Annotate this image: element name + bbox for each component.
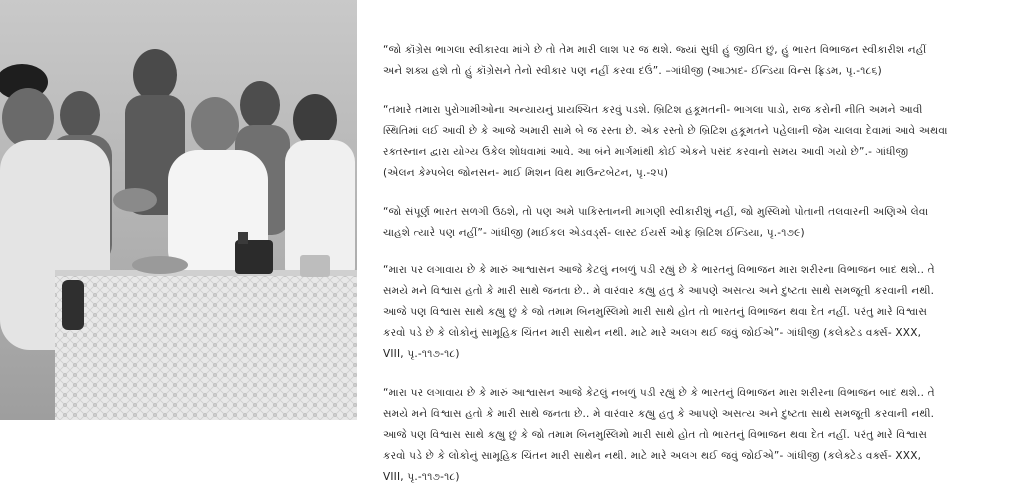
quote-paragraph: “જો કૉંગ્રેસ ભાગલા સ્વીકારવા માંગે છે તો તેમ મારી લાશ પર જ થશે. જ્યાં સુધી હું જીવિત છું, હું ભારત વિભાજન સ્વીકારીશ નહીં અને શક્ય હશે તો હું કૉંગ્રેસને તેનો સ્વીકાર પણ નહીં કરવા દઉં”. –ગાંધીજી (આઝાદ- ઈન્ડિયા વિન્સ ફ્રિડમ, પૃ.-૧૮૬) bbox=[383, 44, 927, 77]
quote-paragraph: “મારા પર લગાવાય છે કે મારું આશ્વાસન આજે કેટલું નબળું પડી રહ્યું છે કે ભારતનું વિભાજન મારા શરીરના વિભાજન બાદ થશે.. તે સમયે મને વિશ્વાસ હતો કે મારી સાથે જનતા છે.. મે વારંવાર કહ્યુ હતુ કે આપણે અસત્ય અને દુષ્ટતા સાથે સમજૂતી કરવાની નથી. આજે પણ વિશ્વાસ સાથે કહ્યુ છું કે જો તમામ બિનમુસ્લિમો મારી સાથે હોત તો ભારતનું વિભાજન થવા દેત નહીં. પરંતુ મારે વિશ્વાસ કરવો પડે છે કે લોકોનું સામૂહિક ચિંતન મારી સાથેન નથી. માટે મારે અલગ થઈ જવું જોઈએ”- ગાંધીજી (કલેક્ટેડ વર્ક્સ- XXX, VIII, પૃ.-૧૧૭-૧૮) bbox=[383, 264, 935, 360]
quote-paragraph: “તમારે તમારા પુરોગામીઓના અન્યાયનું પ્રાયશ્ચિત કરવું પડશે. બ્રિટિશ હકૂમતની- ભાગલા પાડો, રાજ કરોની નીતિ અમને આવી સ્થિતિમાં લઈ આવી છે કે આજે અમારી સામે બે જ રસ્તા છે. એક રસ્તો છે બ્રિટિશ હકૂમતને પહેલાની જેમ ચાલવા દેવામાં આવે અથવા રક્તસ્નાન દ્વારા યોગ્ય ઉકેલ શોધવામાં આવે. આ બંને માર્ગમાંથી કોઈ એકને પસંદ કરવાનો સમય આવી ગયો છે”.- ગાંધીજી (એલન કેમ્પબેલ જોનસન- માઈ મિશન વિથ માઉન્ટબેટન, પૃ.-૨૫) bbox=[383, 104, 948, 179]
quote-paragraph: “મારા પર લગાવાય છે કે મારું આશ્વાસન આજે કેટલું નબળું પડી રહ્યું છે કે ભારતનું વિભાજન મારા શરીરના વિભાજન બાદ થશે.. તે સમયે મને વિશ્વાસ હતો કે મારી સાથે જનતા છે.. મે વારંવાર કહ્યુ હતુ કે આપણે અસત્ય અને દુષ્ટતા સાથે સમજૂતી કરવાની નથી. આજે પણ વિશ્વાસ સાથે કહ્યુ છું કે જો તમામ બિનમુસ્લિમો મારી સાથે હોત તો ભારતનું વિભાજન થવા દેત નહીં. પરંતુ મારે વિશ્વાસ કરવો પડે છે કે લોકોનું સામૂહિક ચિંતન મારી સાથેન નથી. માટે મારે અલગ થઈ જવું જોઈએ”- ગાંધીજી (કલેક્ટેડ વર્ક્સ- XXX, VIII, પૃ.-૧૧૭-૧૮) bbox=[383, 387, 935, 483]
historical-photo bbox=[0, 0, 357, 420]
photo-illustration bbox=[0, 0, 357, 420]
quote-paragraph: “જો સંપૂર્ણ ભારત સળગી ઉઠશે, તો પણ અમે પાકિસ્તાનની માગણી સ્વીકારીશું નહીં, જો મુસ્લિમો પોતાની તલવારની અણિએ લેવા ચાહશે ત્યારે પણ નહીં”- ગાંધીજી (માઈકલ એડવર્ડ્સ- લાસ્ટ ઈયર્સ ઓફ બ્રિટિશ ઈન્ડિયા, પૃ.-૧૭૯) bbox=[383, 206, 929, 239]
